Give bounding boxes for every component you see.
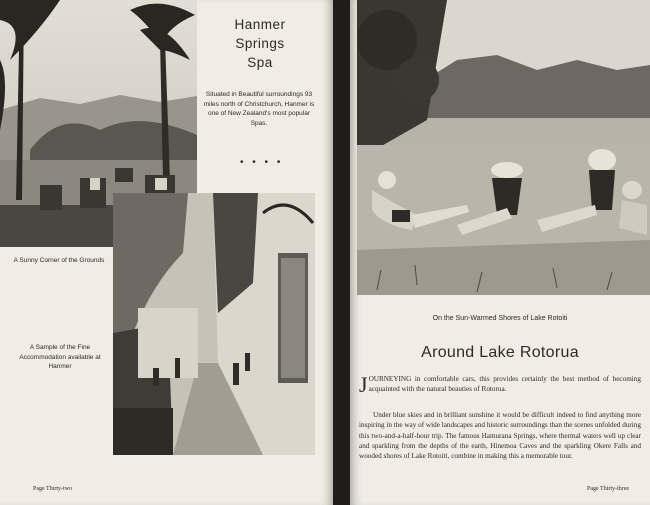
title-line: Spa [247,55,273,70]
spa-blurb: Situated in Beautiful surroundings 93 miles north of Christchurch, Hanmer is one of New Zealand's most popular Spas. [203,91,315,127]
page-number-right: Page Thirty-three [587,486,630,492]
intro-text: OURNEYING in comfortable cars, this provides certainly the best method of becoming acquainted with the natural beauties of Rotorua. [368,375,641,394]
page-number-left: Page Thirty-two [33,486,73,492]
photo-accommodation [113,193,315,455]
section-heading: Around Lake Rotorua [421,344,579,361]
book-gutter [333,0,350,505]
caption-lake-rotoiti: On the Sun-Warmed Shores of Lake Rotoiti [432,315,568,322]
body-text: Under blue skies and in brilliant sunshine it would be difficult indeed to find anything more inspiring in the way of wide landscapes and historic surroundings than the scenes unfolded during this two-and-a-half-hour trip. The famous Hamurana Springs, where thermal waters well up clear and sparkling from the depths of the earth, Hinemoa Caves and the sparkling Okere Falls and wooded shores of Lake Rotoiti, combine in making this a memorable tour. [359,411,641,461]
caption-accommodation: A Sample of the Fine Accommodation available at Hanmer [19,344,101,370]
title-line: Hanmer [234,17,286,32]
body-paragraph [359,410,641,461]
ornament-dots: • • • • [240,157,284,168]
photo-lake-rotoiti [357,0,650,295]
drop-cap: J [359,372,368,397]
intro-paragraph [359,374,641,395]
caption-sunny-corner: A Sunny Corner of the Grounds [13,257,105,264]
spa-title [205,15,315,72]
title-line: Springs [235,36,285,51]
